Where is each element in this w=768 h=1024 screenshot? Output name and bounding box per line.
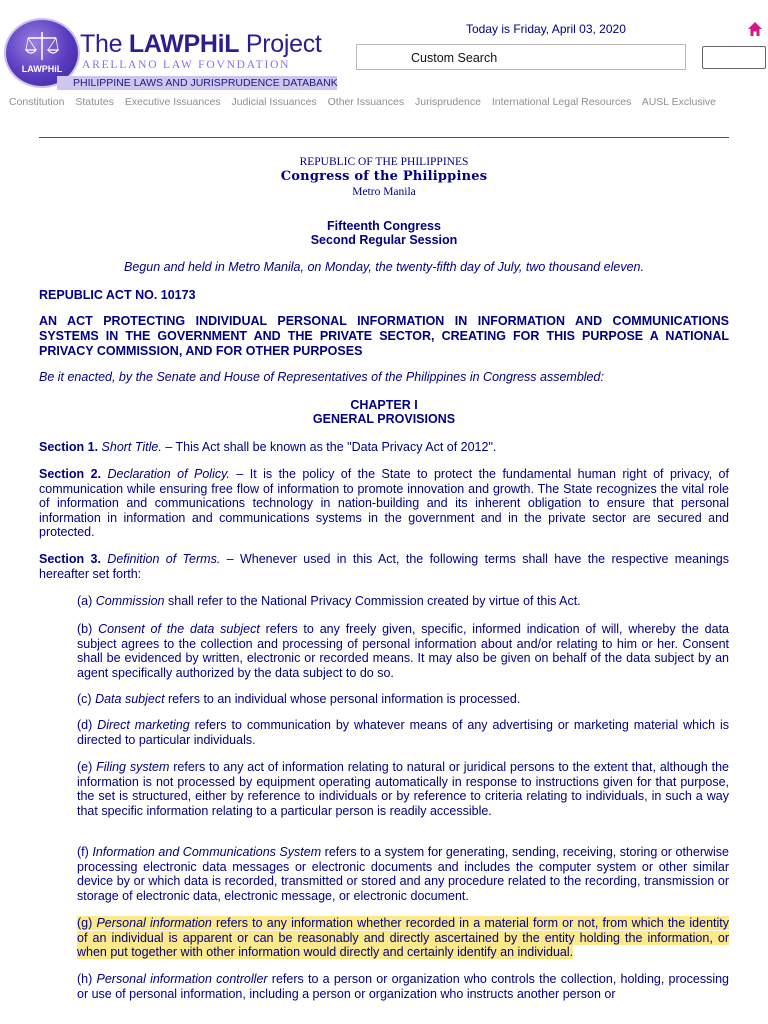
definition-a [77,594,729,609]
chapter-number: CHAPTER I [350,398,418,412]
top-navigation [9,96,724,108]
search-button[interactable] [702,46,766,69]
section-title: Short Title. [101,440,162,454]
nav-item-statutes[interactable]: Statutes [75,96,114,108]
definition-text: refers to a person or organization who controls the collection, holding, processing or use of personal information, including a person or organization who instructs another person or [77,972,730,1001]
nav-item-ausl-exclusive[interactable]: AUSL Exclusive [641,96,717,108]
definition-letter: (d) [77,718,98,732]
definition-term: Filing system [96,760,170,774]
site-title-brand: LAWPHiL [128,30,240,58]
definition-letter: (e) [77,760,97,774]
definition-c [77,692,729,707]
definition-letter: (g) [77,916,97,930]
definition-text: refers to a system for generating, sending, receiving, storing or otherwise processing electronic data messages or electronic documents and includes the computer system or other similar device by or which data is recorded, transmitted or stored and any procedure related to the recording, transmission or storage of electronic data, electronic message, or electronic document. [77,845,729,903]
nav-item-constitution[interactable]: Constitution [9,96,65,108]
nav-item-international-legal-resources[interactable]: International Legal Resources [491,96,632,108]
section-text: – Whenever used in this Act, the following terms shall have the respective meanings hereafter set forth: [39,552,729,581]
definition-term: Data subject [95,692,165,706]
site-subtitle: ARELLANO LAW FOVNDATION [82,59,291,71]
site-title-pre: The [80,30,129,58]
definition-text: refers to any information whether recorded in a material form or not, from which the identity of an individual is apparent or can be reasonably and directly ascertained by the entity holding the information, or when put together with other information would directly and certainly identify an individual. [77,916,729,959]
section-title: Declaration of Policy. [107,467,230,481]
definition-term: Personal information [96,916,212,930]
definition-text: refers to an individual whose personal information is processed. [164,692,521,706]
section-1 [39,440,729,455]
definition-term: Direct marketing [97,718,190,732]
nav-item-jurisprudence[interactable]: Jurisprudence [414,96,481,108]
section-number: Section 2. [39,467,102,481]
definition-letter: (f) [77,845,93,859]
today-date: Today is Friday, April 03, 2020 [466,22,626,36]
begun-statement: Begun and held in Metro Manila, on Monday, the twenty-fifth day of July, two thousand eleven. [124,260,644,274]
definition-d [77,718,729,747]
site-tagline: PHILIPPINE LAWS AND JURISPRUDENCE DATABANK [57,76,337,90]
scales-of-justice-icon [24,30,60,64]
metro-heading: Metro Manila [352,186,416,198]
definition-term: Information and Communications System [92,845,322,859]
definition-h [77,972,729,1001]
definition-e [77,760,729,818]
act-title: AN ACT PROTECTING INDIVIDUAL PERSONAL INFORMATION IN INFORMATION AND COMMUNICATIONS SYSTEMS IN THE GOVERNMENT AND THE PRIVATE SECTOR, CREATING FOR THIS PURPOSE A NATIONAL PRIVACY COMMISSION, AND FOR OTHER PURPOSES [39,314,729,358]
section-text: – This Act shall be known as the "Data Privacy Act of 2012". [161,440,497,454]
definition-text: refers to communication by whatever means of any advertising or marketing material which is directed to particular individuals. [77,718,729,747]
definition-term: Personal information controller [96,972,268,986]
highlighted-passage [77,916,729,959]
section-text: – It is the policy of the State to protect the fundamental human right of privacy, of communication while ensuring free flow of information to promote innovation and growth. The State recognizes the vital role of information and communications technology in nation-building and its inherent obligation to ensure that personal information in information and communications systems in the government and in the private sector are secured and protected. [39,467,729,539]
definition-term: Consent of the data subject [98,622,260,636]
congress-number: Fifteenth Congress [327,219,441,233]
definition-letter: (h) [77,972,97,986]
section-title: Definition of Terms. [107,552,221,566]
definition-text: refers to any freely given, specific, informed indication of will, whereby the data subject agrees to the collection and processing of personal information about and/or relating to him or her. Consent shall be evidenced by written, electronic or recorded means. It may also be given on behalf of the data subject by an agent specifically authorized by the data subject to do so. [77,622,730,680]
definition-letter: (a) [77,594,96,608]
site-title-post: Project [239,30,322,58]
search-input[interactable]: Custom Search [356,44,686,70]
section-3 [39,552,729,581]
definition-letter: (b) [77,622,99,636]
definition-text: refers to any act of information relating to natural or juridical persons to the extent that, although the information is not processed by equipment operating automatically in response to instructions given for that purpose, the set is structured, either by reference to individuals or by reference to criteria relating to individuals, in such a way that specific information relating to a particular person is readily accessible. [77,760,729,818]
definition-term: Commission [95,594,165,608]
session-heading: Second Regular Session [310,233,458,247]
section-number: Section 1. [39,440,99,454]
section-2 [39,467,729,540]
header-divider [39,137,729,138]
republic-heading: REPUBLIC OF THE PHILIPPINES [299,156,469,168]
logo-mini-text: LAWPHiL [21,64,63,74]
definition-text: shall refer to the National Privacy Commission created by virtue of this Act. [164,594,581,608]
site-title[interactable] [80,30,322,59]
nav-item-judicial-issuances[interactable]: Judicial Issuances [231,96,317,108]
definition-g [77,916,729,960]
nav-item-other-issuances[interactable]: Other Issuances [327,96,405,108]
chapter-name: GENERAL PROVISIONS [312,412,456,426]
nav-item-executive-issuances[interactable]: Executive Issuances [124,96,221,108]
definition-f [77,845,729,903]
enacting-clause: Be it enacted, by the Senate and House of Representatives of the Philippines in Congress assembled: [39,370,604,384]
section-number: Section 3. [39,552,101,566]
definition-letter: (c) [77,692,96,706]
republic-act-number: REPUBLIC ACT NO. 10173 [39,288,196,302]
home-icon[interactable] [747,21,763,37]
definition-b [77,622,729,680]
congress-heading: Congress of the Philippines [280,169,488,184]
